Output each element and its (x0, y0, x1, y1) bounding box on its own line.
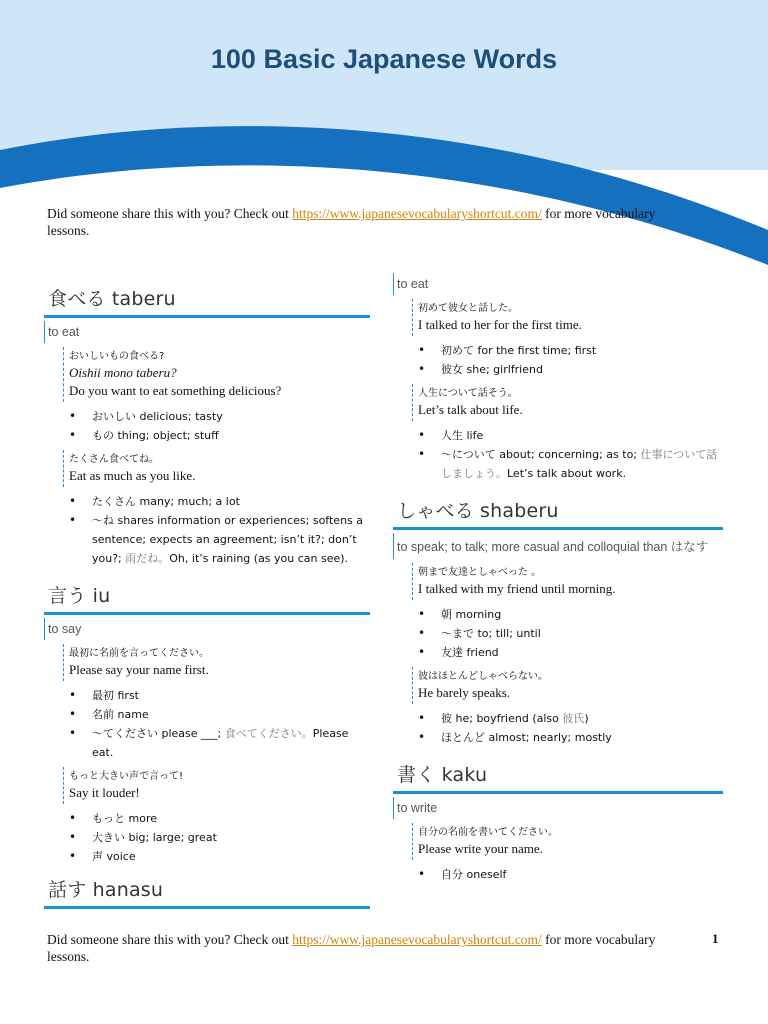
intro-suffix: for more vocabulary lessons. (47, 206, 656, 238)
vocab-list (393, 426, 723, 483)
example-block (63, 644, 370, 681)
vocab-list (44, 809, 370, 866)
vocab-item (441, 709, 723, 728)
vocab-kudasai-text: 〜てください please ___; (92, 727, 225, 740)
vocab-item (92, 511, 370, 568)
vocab-item: • 朝 morning (441, 605, 723, 624)
example-block (63, 767, 370, 804)
vocab-list (44, 686, 370, 762)
example-block (412, 384, 723, 421)
entry-heading-taberu: 食べる taberu (44, 280, 370, 318)
vocab-kare-text: 彼 he; boyfriend (also (441, 712, 563, 725)
footer-link[interactable]: https://www.japanesevocabularyshortcut.com/ (292, 932, 542, 947)
meaning-hanasu: to eat (393, 273, 723, 295)
vocab-item: • 大きい big; large; great (92, 828, 370, 847)
vocab-kare-example: 彼氏 (562, 712, 585, 725)
vocab-item: • おいしい delicious; tasty (92, 407, 370, 426)
vocab-list (393, 341, 723, 379)
vocab-list (44, 492, 370, 568)
footer-text (47, 931, 687, 965)
meaning-kaku: to write (393, 797, 723, 819)
vocab-item: • 人生 life (441, 426, 723, 445)
example-japanese: おいしいもの食べる? (69, 351, 165, 362)
entry-heading-iu: 言う iu (44, 577, 370, 615)
vocab-item: • 名前 name (92, 705, 370, 724)
vocab-item (92, 724, 370, 762)
vocab-list (393, 865, 723, 884)
intro-prefix: Did someone share this with you? Check out (47, 206, 293, 221)
vocab-ne-text: 〜ね shares information or experiences; softens a sentence; expects an agreement; isn’t it?; don’t you?; (92, 514, 364, 565)
intro-link[interactable]: https://www.japanesevocabularyshortcut.com/ (292, 206, 542, 221)
example-english: Say it louder! (69, 785, 140, 800)
entry-heading-kaku: 書く kaku (393, 756, 723, 794)
entry-heading-shaberu: しゃべる shaberu (393, 492, 723, 530)
example-japanese: もっと大きい声で言って! (69, 771, 184, 782)
meaning-shaberu: to speak; to talk; more casual and colloquial than はなす (393, 533, 723, 559)
footer-prefix: Did someone share this with you? Check out (47, 932, 293, 947)
example-english: I talked to her for the first time. (418, 317, 582, 332)
entry-heading-hanasu: 話す hanasu (44, 871, 370, 909)
vocab-item: • 初めて for the first time; first (441, 341, 723, 360)
example-english: He barely speaks. (418, 685, 511, 700)
left-column (44, 280, 370, 909)
intro-text (47, 205, 687, 239)
vocab-list (393, 605, 723, 662)
example-block (412, 667, 723, 704)
page-number: 1 (712, 931, 719, 946)
example-block (412, 299, 723, 336)
vocab-nitsuite-translation: Let’s talk about work. (507, 467, 627, 480)
vocab-item: • 彼女 she; girlfriend (441, 360, 723, 379)
example-block (412, 563, 723, 600)
example-japanese: 彼はほとんどしゃべらない。 (418, 671, 548, 682)
vocab-item: • 友達 friend (441, 643, 723, 662)
example-japanese: 初めて彼女と話した。 (418, 303, 518, 314)
example-english: Please write your name. (418, 841, 543, 856)
example-japanese: 自分の名前を書いてください。 (418, 827, 558, 838)
example-japanese: たくさん食べてね。 (69, 454, 159, 465)
example-japanese: 朝まで友達としゃべった 。 (418, 567, 542, 578)
vocab-kare-close: ) (584, 712, 589, 725)
vocab-item: • 〜まで to; till; until (441, 624, 723, 643)
meaning-taberu: to eat (44, 321, 370, 343)
footer-suffix: for more vocabulary lessons. (47, 932, 656, 964)
example-english: Do you want to eat something delicious? (69, 383, 282, 398)
example-block (63, 347, 370, 402)
vocab-item: • 最初 first (92, 686, 370, 705)
vocab-list (393, 709, 723, 747)
vocab-kudasai-example: 食べてください。 (224, 727, 313, 740)
vocab-item: • もっと more (92, 809, 370, 828)
example-romaji: Oishii mono taberu? (69, 365, 177, 380)
example-english: Let’s talk about life. (418, 402, 523, 417)
vocab-kudasai-translation: Please eat. (92, 727, 349, 759)
example-block (412, 823, 723, 860)
example-english: Please say your name first. (69, 662, 209, 677)
vocab-nitsuite-example: 仕事について話しましょう。 (441, 448, 718, 480)
vocab-item: • たくさん many; much; a lot (92, 492, 370, 511)
vocab-list (44, 407, 370, 445)
page-title: 100 Basic Japanese Words (210, 44, 558, 74)
meaning-iu: to say (44, 618, 370, 640)
vocab-item (441, 445, 723, 483)
example-english: Eat as much as you like. (69, 468, 196, 483)
vocab-item: • ほとんど almost; nearly; mostly (441, 728, 723, 747)
vocab-item: • 自分 oneself (441, 865, 723, 884)
right-column (393, 270, 723, 889)
vocab-item: • 声 voice (92, 847, 370, 866)
vocab-ne-translation: Oh, it’s raining (as you can see). (169, 552, 349, 565)
vocab-item: • もの thing; object; stuff (92, 426, 370, 445)
example-japanese: 人生について話そう。 (418, 388, 518, 399)
vocab-nitsuite-text: 〜について about; concerning; as to; (441, 448, 641, 461)
example-english: I talked with my friend until morning. (418, 581, 616, 596)
example-block (63, 450, 370, 487)
example-japanese: 最初に名前を言ってください。 (69, 648, 209, 659)
vocab-ne-example: 雨だね。 (125, 552, 170, 565)
